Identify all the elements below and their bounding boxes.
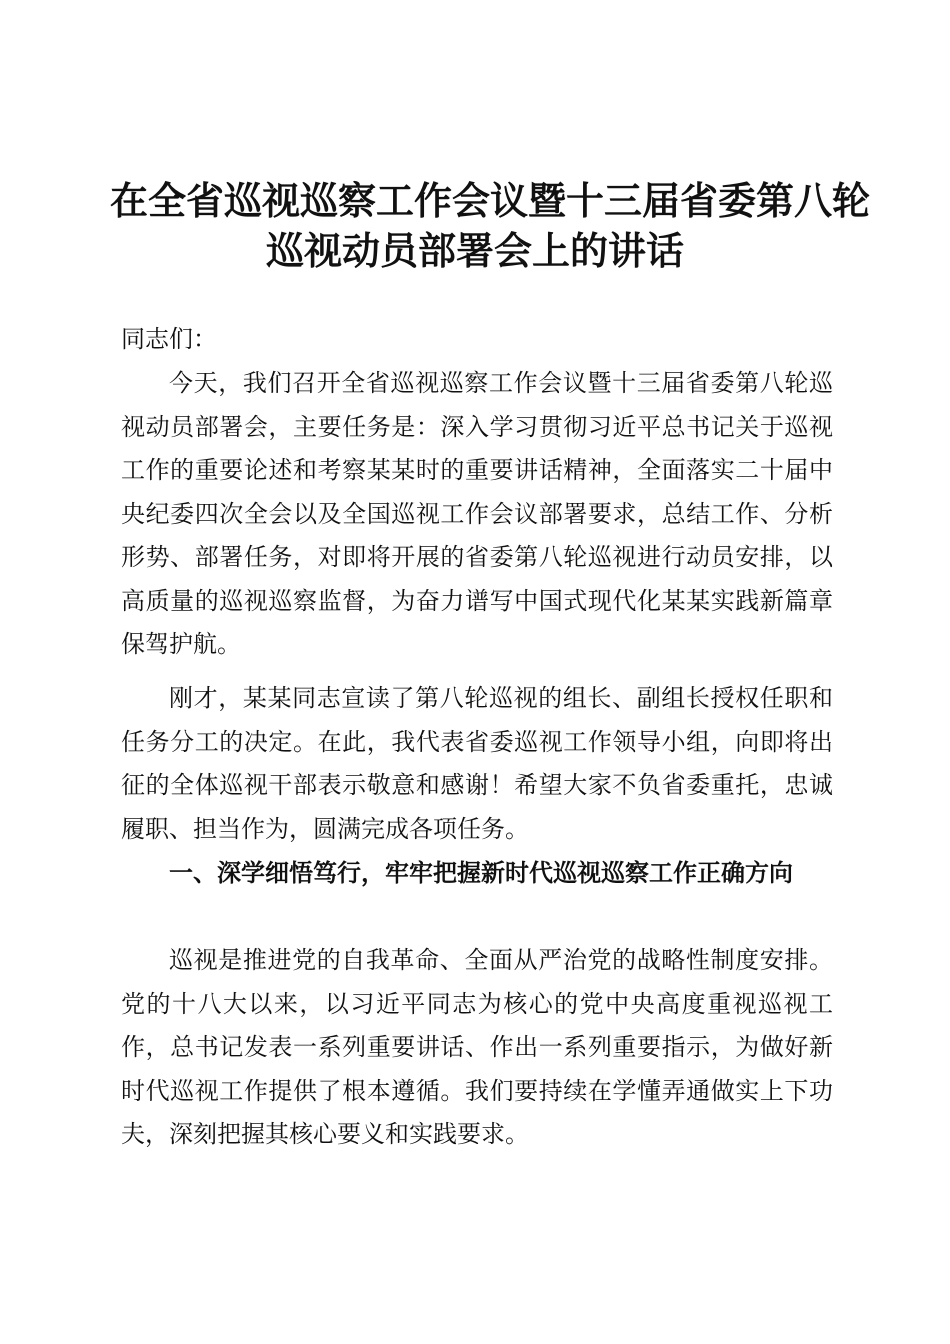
paragraph-inspection: 巡视是推进党的自我革命、全面从严治党的战略性制度安排。党的十八大以来，以习近平同志为核心的党中央高度重视巡视工作，总书记发表一系列重要讲话、作出一系列重要指示，为做好新时代巡视工作提供了根本遵循。我们要持续在学懂弄通做实上下功夫，深刻把握其核心要义和实践要求。: [121, 946, 833, 1148]
document-title-line-1: 在全省巡视巡察工作会议暨十三届省委第八轮: [110, 178, 871, 223]
document-title-line-2: 巡视动员部署会上的讲话: [265, 228, 684, 273]
salutation: 同志们：: [121, 325, 217, 353]
section-heading-1: 一、深学细悟笃行，牢牢把握新时代巡视巡察工作正确方向: [169, 859, 793, 887]
paragraph-appointment: 刚才，某某同志宣读了第八轮巡视的组长、副组长授权任职和任务分工的决定。在此，我代表省委巡视工作领导小组，向即将出征的全体巡视干部表示敬意和感谢！希望大家不负省委重托，忠诚履职、担当作为，圆满完成各项任务。: [121, 684, 833, 843]
paragraph-opening: 今天，我们召开全省巡视巡察工作会议暨十三届省委第八轮巡视动员部署会，主要任务是：深入学习贯彻习近平总书记关于巡视工作的重要论述和考察某某时的重要讲话精神，全面落实二十届中央纪委四次全会以及全国巡视工作会议部署要求，总结工作、分析形势、部署任务，对即将开展的省委第八轮巡视进行动员安排，以高质量的巡视巡察监督，为奋力谱写中国式现代化某某实践新篇章保驾护航。: [121, 369, 833, 658]
